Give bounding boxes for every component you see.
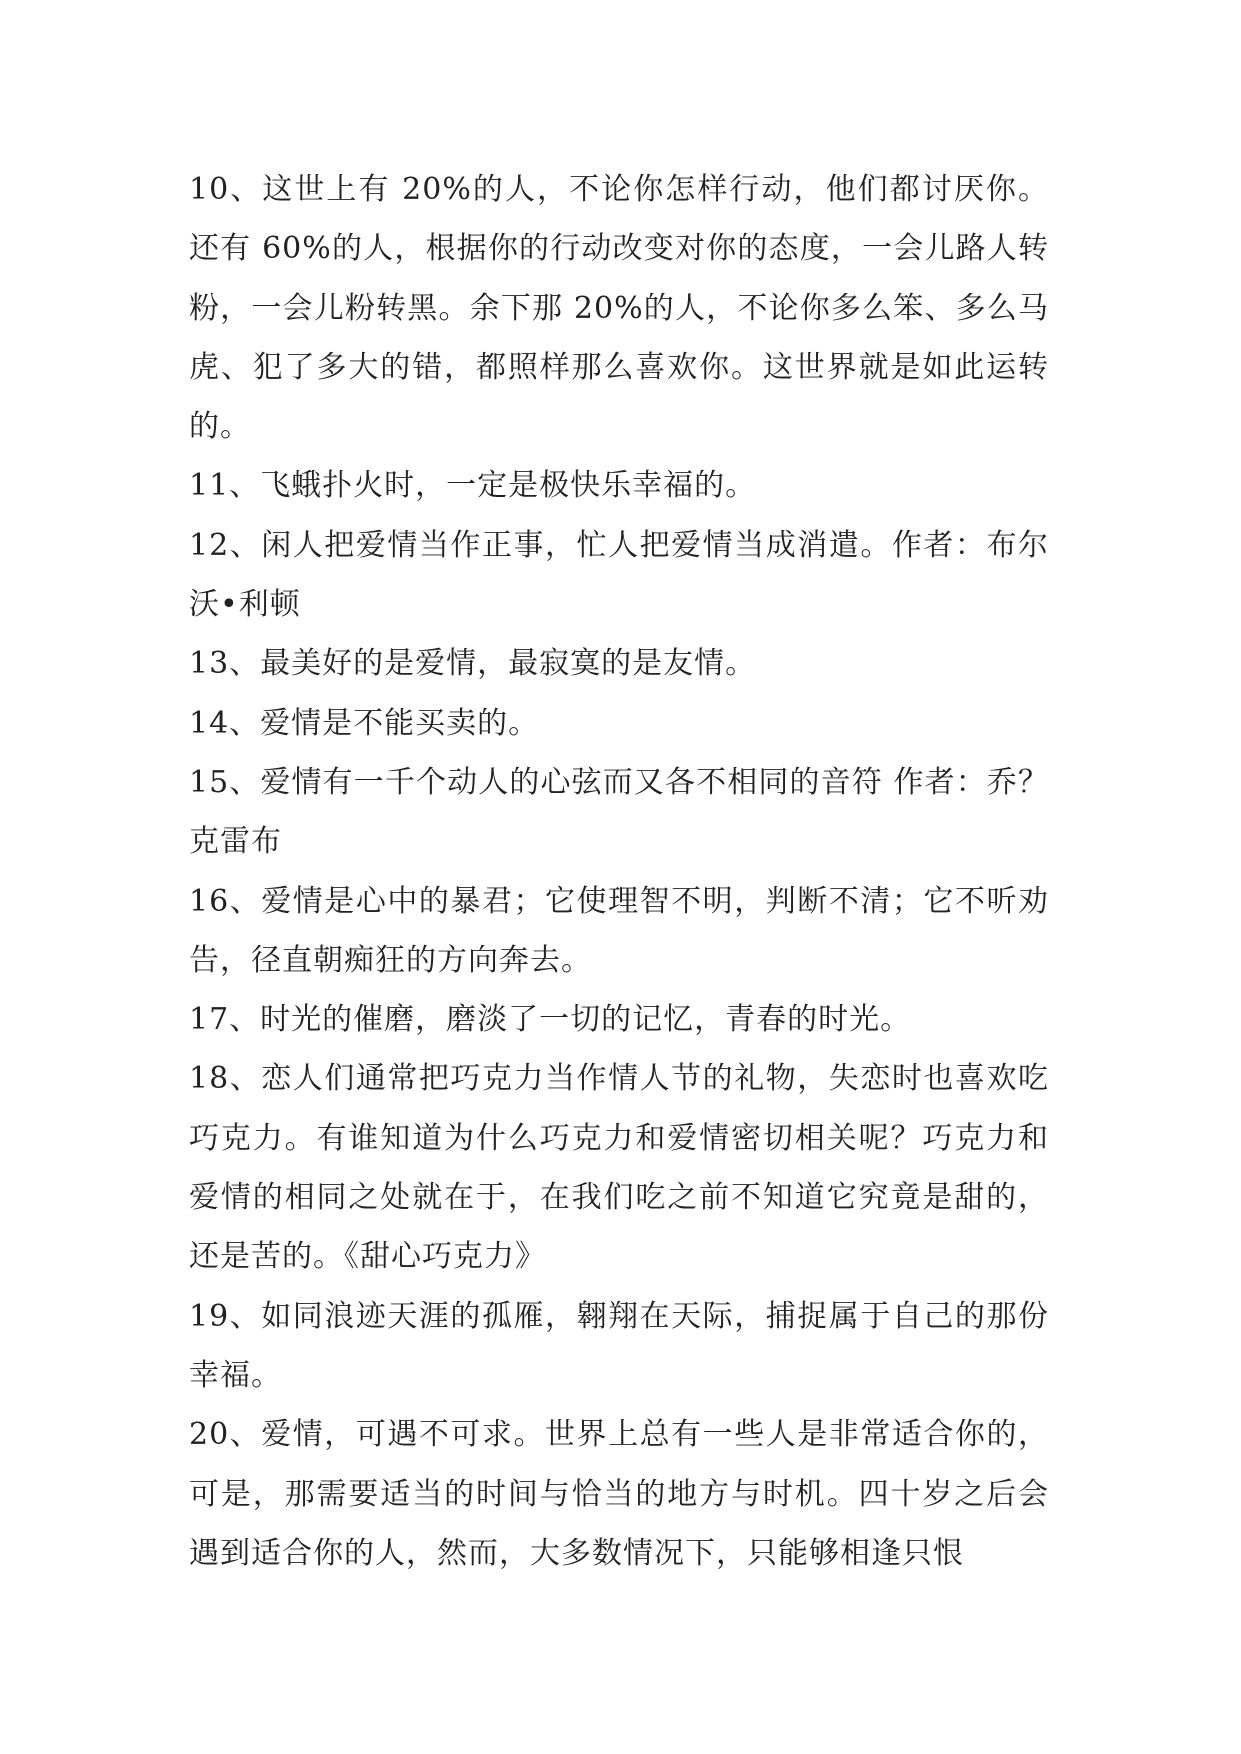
entry-18: 18、恋人们通常把巧克力当作情人节的礼物，失恋时也喜欢吃巧克力。有谁知道为什么巧克力和爱情密切相关呢？巧克力和爱情的相同之处就在于，在我们吃之前不知道它究竟是甜的，还是苦的。《甜心巧克力》	[189, 1061, 1049, 1275]
entry-19: 19、如同浪迹天涯的孤雁，翱翔在天际，捕捉属于自己的那份幸福。	[189, 1298, 1049, 1393]
entry-14: 14、爱情是不能买卖的。	[189, 705, 540, 741]
entry-17: 17、时光的催磨，磨淡了一切的记忆，青春的时光。	[189, 1002, 912, 1038]
entry-11: 11、飞蛾扑火时，一定是极快乐幸福的。	[189, 468, 757, 504]
entry-13: 13、最美好的是爱情，最寂寞的是友情。	[189, 646, 757, 682]
entry-15: 15、爱情有一千个动人的心弦而又各不相同的音符 作者：乔？克雷布	[189, 764, 1049, 860]
entry-20: 20、爱情，可遇不可求。世界上总有一些人是非常适合你的，可是，那需要适当的时间与恰当的地方与时机。四十岁之后会遇到适合你的人，然而，大多数情况下，只能够相逢只恨	[189, 1417, 1049, 1571]
document-body	[189, 160, 1049, 1583]
entry-12: 12、闲人把爱情当作正事，忙人把爱情当成消遣。作者：布尔沃•利顿	[189, 527, 1049, 623]
entry-16: 16、爱情是心中的暴君；它使理智不明，判断不清；它不听劝告，径直朝痴狂的方向奔去。	[189, 883, 1049, 978]
entry-10: 10、这世上有 20%的人，不论你怎样行动，他们都讨厌你。还有 60%的人，根据你的行动改变对你的态度，一会儿路人转粉，一会儿粉转黑。余下那 20%的人，不论你多么笨、多么马虎、犯了多大的错，都照样那么喜欢你。这世界就是如此运转的。	[189, 172, 1049, 445]
